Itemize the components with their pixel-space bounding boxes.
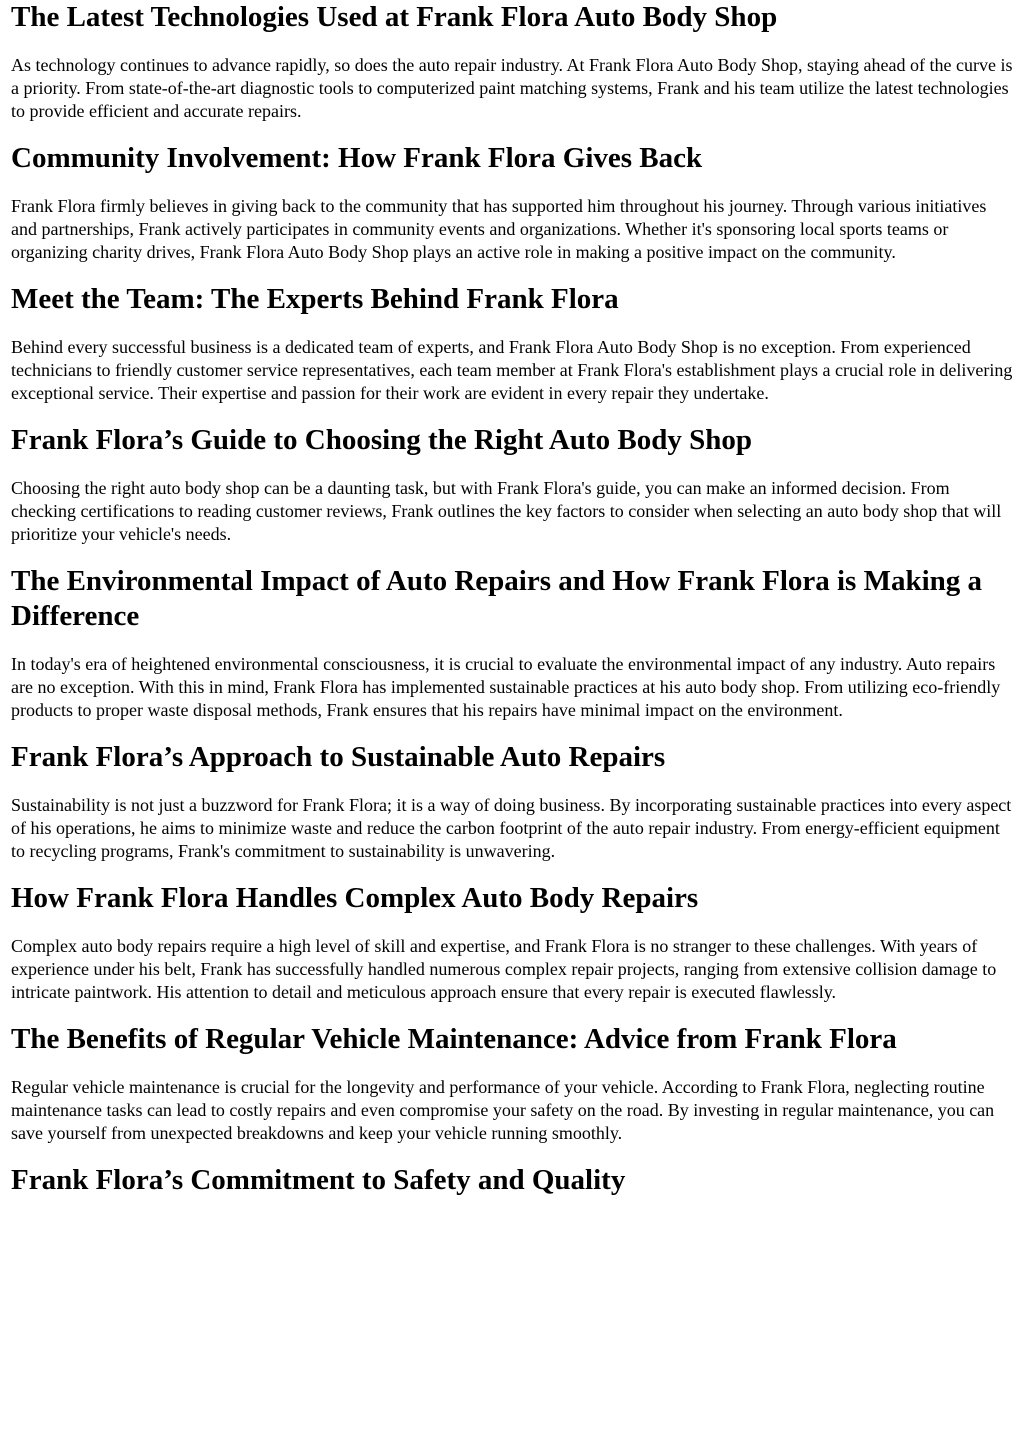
section-heading: Frank Flora’s Approach to Sustainable Auto Repairs [11, 741, 666, 773]
section-body: Choosing the right auto body shop can be a daunting task, but with Frank Flora's guide, you can make an informed decision. From checking certifications to reading customer reviews, Frank outlines the key factors to consider when selecting an auto body shop that will prioritize your vehicle's needs. [11, 478, 1002, 544]
section-heading: Meet the Team: The Experts Behind Frank Flora [11, 283, 619, 315]
section-heading: Community Involvement: How Frank Flora Gives Back [11, 142, 703, 174]
section-community-involvement [11, 141, 1016, 264]
section-sustainable-approach [11, 740, 1016, 863]
section-heading: Frank Flora’s Commitment to Safety and Quality [11, 1164, 626, 1196]
section-safety-quality [11, 1163, 1016, 1198]
section-latest-technologies [11, 0, 1016, 123]
section-heading: The Latest Technologies Used at Frank Flora Auto Body Shop [11, 1, 778, 33]
section-environmental-impact [11, 564, 1016, 722]
section-heading: The Environmental Impact of Auto Repairs and How Frank Flora is Making a Difference [11, 565, 983, 632]
section-meet-the-team [11, 282, 1016, 405]
section-body: Frank Flora firmly believes in giving back to the community that has supported him throughout his journey. Through various initiatives and partnerships, Frank actively participates in community events and organizations. Whether it's sponsoring local sports teams or organizing charity drives, Frank Flora Auto Body Shop plays an active role in making a positive impact on the community. [11, 196, 987, 262]
section-body: Complex auto body repairs require a high level of skill and expertise, and Frank Flora is no stranger to these challenges. With years of experience under his belt, Frank has successfully handled numerous complex repair projects, ranging from extensive collision damage to intricate paintwork. His attention to detail and meticulous approach ensure that every repair is executed flawlessly. [11, 936, 997, 1002]
section-body: Behind every successful business is a dedicated team of experts, and Frank Flora Auto Body Shop is no exception. From experienced technicians to friendly customer service representatives, each team member at Frank Flora's establishment plays a crucial role in delivering exceptional service. Their expertise and passion for their work are evident in every repair they undertake. [11, 337, 1013, 403]
section-body: As technology continues to advance rapidly, so does the auto repair industry. At Frank Flora Auto Body Shop, staying ahead of the curve is a priority. From state-of-the-art diagnostic tools to computerized paint matching systems, Frank and his team utilize the latest technologies to provide efficient and accurate repairs. [11, 55, 1013, 121]
section-complex-repairs [11, 881, 1016, 1004]
section-heading: Frank Flora’s Guide to Choosing the Right Auto Body Shop [11, 424, 752, 456]
section-body: Regular vehicle maintenance is crucial for the longevity and performance of your vehicle. According to Frank Flora, neglecting routine maintenance tasks can lead to costly repairs and even compromise your safety on the road. By investing in regular maintenance, you can save yourself from unexpected breakdowns and keep your vehicle running smoothly. [11, 1077, 995, 1143]
section-heading: The Benefits of Regular Vehicle Maintenance: Advice from Frank Flora [11, 1023, 897, 1055]
section-body: In today's era of heightened environmental consciousness, it is crucial to evaluate the environmental impact of any industry. Auto repairs are no exception. With this in mind, Frank Flora has implemented sustainable practices at his auto body shop. From utilizing eco-friendly products to proper waste disposal methods, Frank ensures that his repairs have minimal impact on the environment. [11, 654, 1001, 720]
section-regular-maintenance [11, 1022, 1016, 1145]
section-heading: How Frank Flora Handles Complex Auto Body Repairs [11, 882, 699, 914]
section-choosing-shop-guide [11, 423, 1016, 546]
section-body: Sustainability is not just a buzzword for Frank Flora; it is a way of doing business. By incorporating sustainable practices into every aspect of his operations, he aims to minimize waste and reduce the carbon footprint of the auto repair industry. From energy-efficient equipment to recycling programs, Frank's commitment to sustainability is unwavering. [11, 795, 1012, 861]
